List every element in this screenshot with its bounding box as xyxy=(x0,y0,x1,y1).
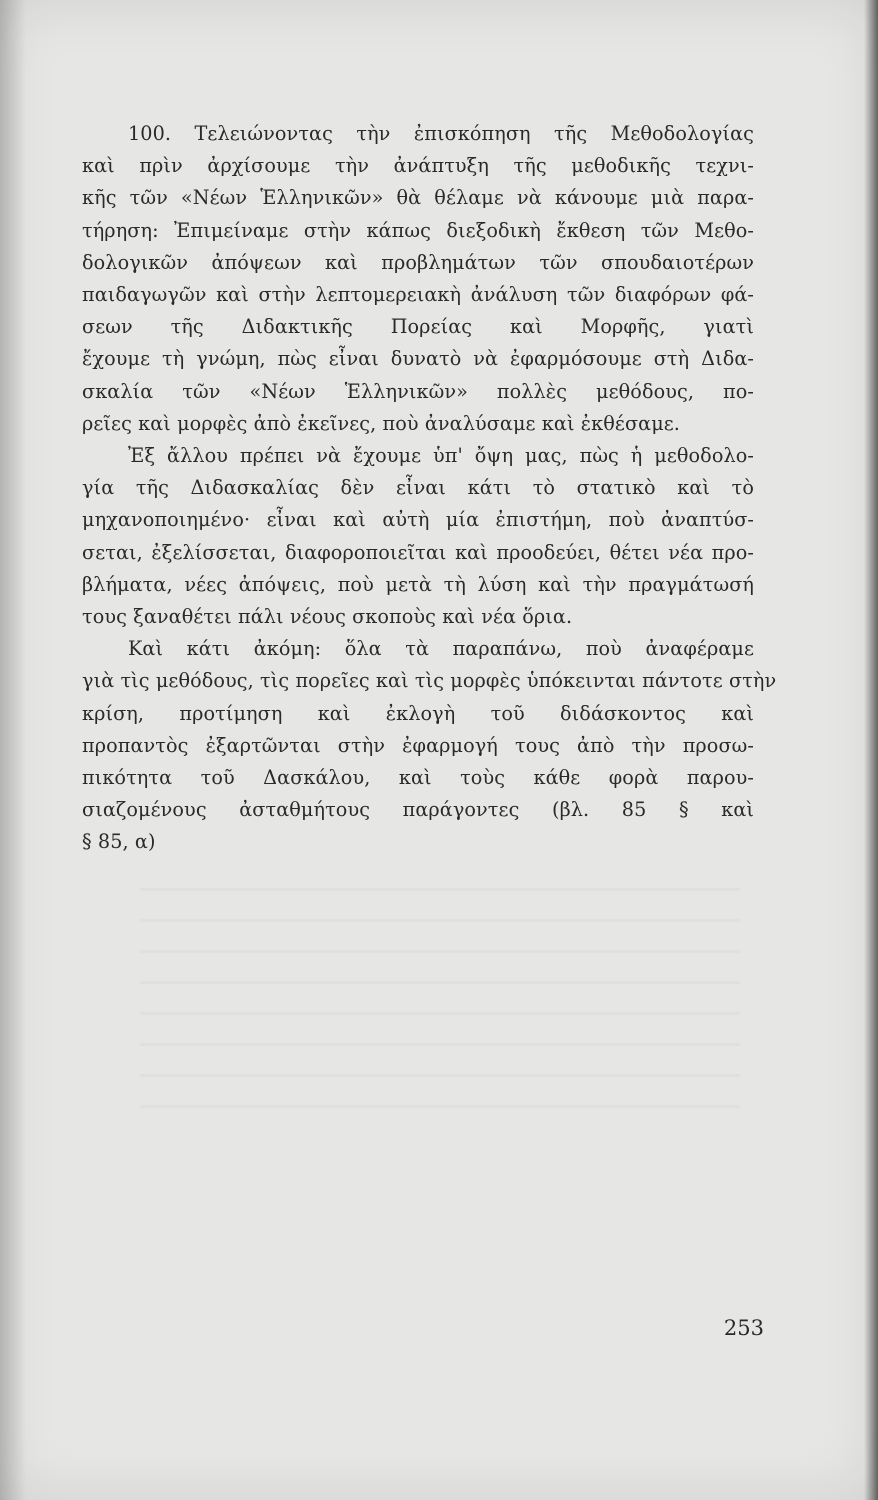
paragraph-2 xyxy=(82,440,754,633)
text-line: σεων τῆς Διδακτικῆς Πορείας καὶ Μορφῆς, γιατὶ xyxy=(82,315,754,339)
text-line: μηχανοποιημένο· εἶναι καὶ αὐτὴ μία ἐπιστήμη, ποὺ ἀναπτύσ- xyxy=(82,508,754,532)
body-text xyxy=(82,118,777,859)
page-number: 253 xyxy=(723,1316,764,1340)
paragraph-3 xyxy=(82,633,777,858)
text-line: παιδαγωγῶν καὶ στὴν λεπτομερειακὴ ἀνάλυση τῶν διαφόρων φά- xyxy=(82,283,754,307)
bleed-through-texture xyxy=(140,860,740,1120)
text-line: τους ξαναθέτει πάλι νέους σκοποὺς καὶ νέα ὅρια. xyxy=(82,605,573,629)
text-line: γία τῆς Διδασκαλίας δὲν εἶναι κάτι τὸ στατικὸ καὶ τὸ xyxy=(82,476,754,500)
text-line: σιαζομένους ἀσταθμήτους παράγοντες (βλ. 85 § καὶ xyxy=(82,798,754,822)
text-line: τήρηση: Ἐπιμείναμε στὴν κάπως διεξοδικὴ ἔκθεση τῶν Μεθο- xyxy=(82,218,754,242)
text-line: προπαντὸς ἐξαρτῶνται στὴν ἐφαρμογή τους ἀπὸ τὴν προσω- xyxy=(82,733,754,757)
text-line: καὶ πρὶν ἀρχίσουμε τὴν ἀνάπτυξη τῆς μεθοδικῆς τεχνι- xyxy=(82,154,754,178)
text-line: δολογικῶν ἀπόψεων καὶ προβλημάτων τῶν σπουδαιοτέρων xyxy=(82,250,754,274)
text-line: Ἐξ ἄλλου πρέπει νὰ ἔχουμε ὑπ' ὄψη μας, πὼς ἡ μεθοδολο- xyxy=(128,444,754,468)
text-line: ρεῖες καὶ μορφὲς ἀπὸ ἐκεῖνες, ποὺ ἀναλύσαμε καὶ ἐκθέσαμε. xyxy=(82,411,681,435)
paragraph-1 xyxy=(82,118,754,440)
text-line: Καὶ κάτι ἀκόμη: ὅλα τὰ παραπάνω, ποὺ ἀναφέραμε xyxy=(128,637,754,661)
text-line: σεται, ἐξελίσσεται, διαφοροποιεῖται καὶ προοδεύει, θέτει νέα προ- xyxy=(82,540,754,564)
text-line: 100. Τελειώνοντας τὴν ἐπισκόπηση τῆς Μεθοδολογίας xyxy=(128,122,754,145)
text-line: γιὰ τὶς μεθόδους, τὶς πορεῖες καὶ τὶς μορφὲς ὑπόκεινται πάντοτε στὴν xyxy=(82,669,777,693)
text-line: ἔχουμε τὴ γνώμη, πὼς εἶναι δυνατὸ νὰ ἐφαρμόσουμε στὴ Διδα- xyxy=(82,347,754,371)
text-line: πικότητα τοῦ Δασκάλου, καὶ τοὺς κάθε φορὰ παρου- xyxy=(82,766,754,790)
text-line: κρίση, προτίμηση καὶ ἐκλογὴ τοῦ διδάσκοντος καὶ xyxy=(82,701,754,725)
text-line: βλήματα, νέες ἀπόψεις, ποὺ μετὰ τὴ λύση καὶ τὴν πραγμάτωσή xyxy=(82,572,754,596)
text-line: § 85, α) xyxy=(82,830,156,854)
text-line: κῆς τῶν «Νέων Ἑλληνικῶν» θὰ θέλαμε νὰ κάνουμε μιὰ παρα- xyxy=(82,186,754,210)
text-line: σκαλία τῶν «Νέων Ἑλληνικῶν» πολλὲς μεθόδους, πο- xyxy=(82,379,754,403)
